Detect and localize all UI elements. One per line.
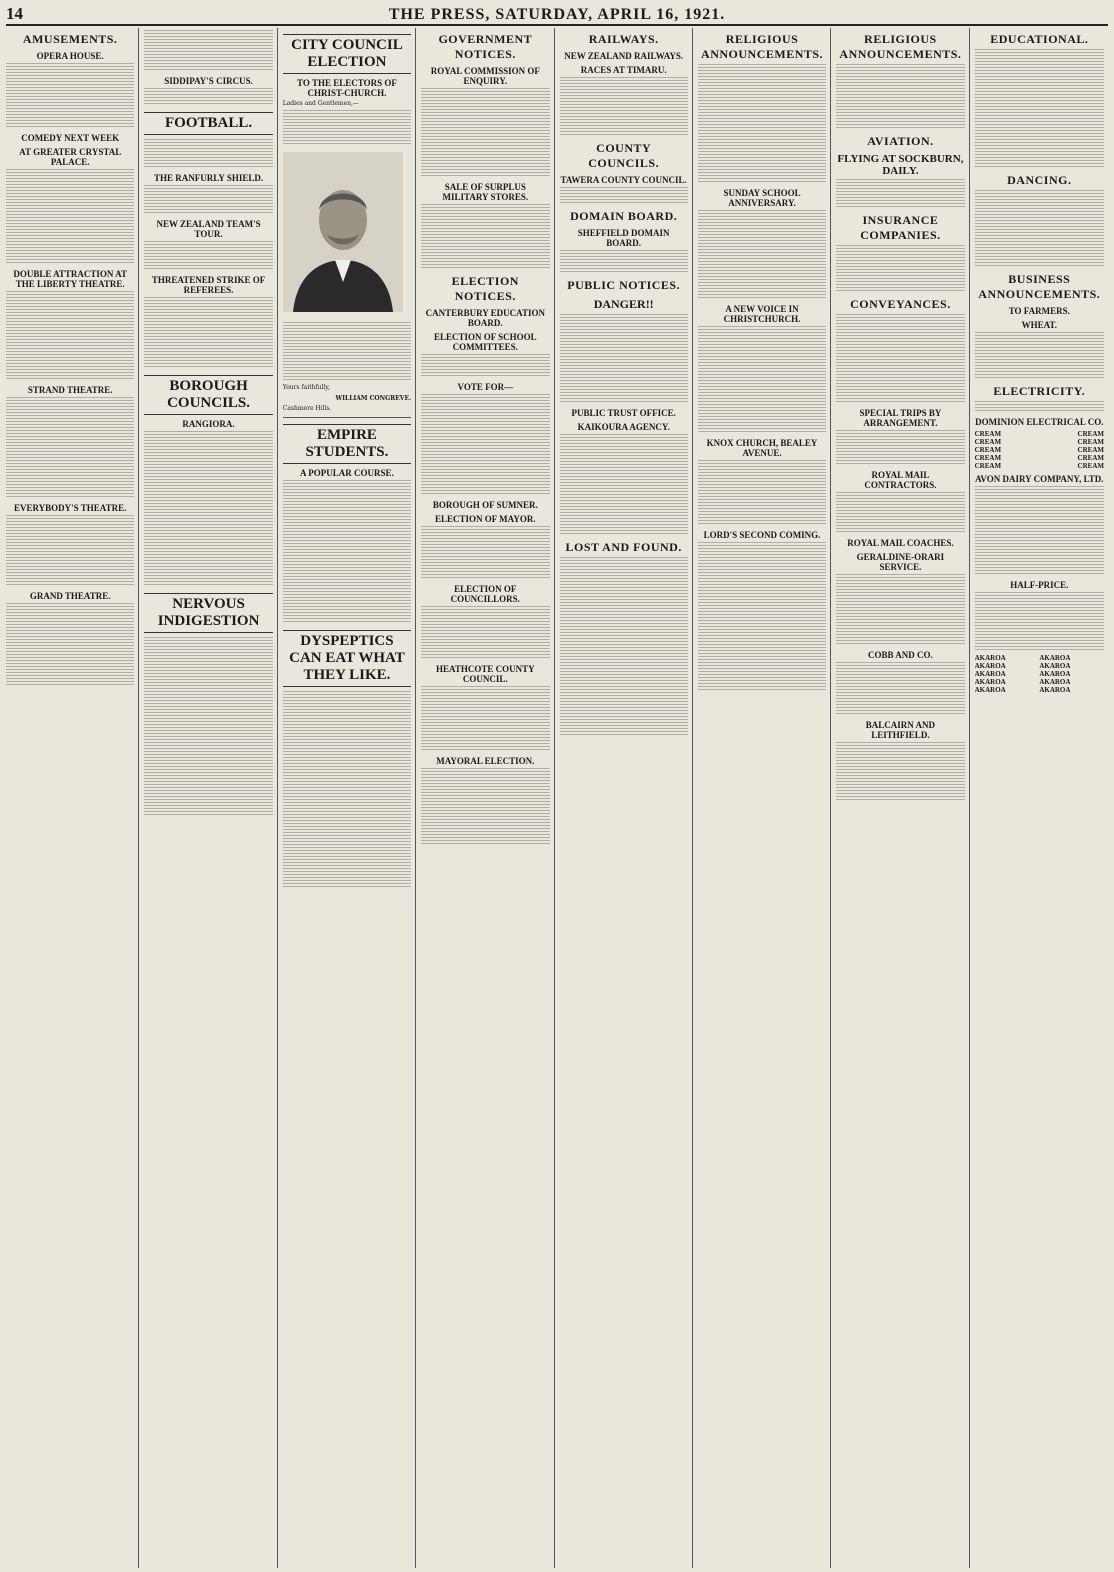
- section-heading: EDUCATIONAL.: [990, 32, 1089, 46]
- subheading: MAYORAL ELECTION.: [436, 756, 535, 766]
- section-heading: FOOTBALL.: [144, 112, 272, 135]
- body-text-block: [836, 314, 964, 404]
- section-heading: GOVERNMENT NOTICES.: [438, 32, 533, 61]
- body-text-block: [836, 179, 964, 209]
- subheading: COBB AND CO.: [868, 650, 933, 660]
- body-text-block: [698, 542, 826, 692]
- column-7: [836, 28, 969, 1568]
- signatory-address: Cashmere Hills.: [282, 405, 332, 413]
- subheading: ROYAL COMMISSION OF ENQUIRY.: [430, 66, 540, 86]
- akaroa-block: AKAROA AKAROA AKAROA AKAROA AKAROA AKAROA AKAROA AKAROA AKAROA AKAROA: [974, 654, 1071, 694]
- subheading: A POPULAR COURSE.: [300, 467, 394, 478]
- subheading: THREATENED STRIKE OF REFEREES.: [151, 275, 266, 295]
- section-heading: NERVOUS INDIGESTION: [144, 593, 272, 633]
- body-text-block: [421, 204, 549, 270]
- subheading: ELECTION OF COUNCILLORS.: [450, 584, 520, 604]
- body-text-block: [6, 603, 134, 687]
- body-text-block: [836, 492, 964, 534]
- body-text-block: [6, 291, 134, 381]
- subheading: BALCAIRN AND LEITHFIELD.: [865, 720, 936, 740]
- body-text-block: [283, 691, 411, 889]
- body-text-block: [975, 401, 1104, 413]
- section-heading: DYSPEPTICS CAN EAT WHAT THEY LIKE.: [283, 630, 411, 687]
- section-heading: LOST AND FOUND.: [565, 540, 682, 554]
- subheading: DANGER!!: [593, 297, 654, 311]
- signatory-name: WILLIAM CONGREVE.: [335, 394, 412, 402]
- subheading: AT GREATER CRYSTAL PALACE.: [19, 147, 122, 167]
- subheading: TO THE ELECTORS OF CHRIST-CHURCH.: [297, 78, 397, 98]
- subheading: DOUBLE ATTRACTION AT THE LIBERTY THEATRE.: [13, 269, 128, 289]
- body-text-block: [836, 574, 964, 646]
- subheading: WHEAT.: [1021, 320, 1058, 330]
- cream-block: CREAM CREAM CREAM CREAM CREAM CREAM CREAM CREAM CREAM CREAM: [974, 430, 1104, 470]
- body-text-block: [283, 322, 411, 382]
- body-text-block: [975, 592, 1104, 652]
- body-text-block: [975, 49, 1104, 169]
- section-heading: INSURANCE COMPANIES.: [860, 213, 941, 242]
- subheading: STRAND THEATRE.: [27, 385, 113, 395]
- subheading: PUBLIC TRUST OFFICE.: [571, 408, 676, 418]
- column-3: [283, 28, 416, 1568]
- body-text-block: [421, 526, 549, 580]
- subheading: FLYING AT SOCKBURN, DAILY.: [837, 153, 964, 177]
- body-text-block: [283, 480, 411, 624]
- subheading: OPERA HOUSE.: [36, 51, 104, 61]
- section-heading: BUSINESS ANNOUNCEMENTS.: [978, 272, 1101, 301]
- section-heading: ELECTRICITY.: [993, 384, 1086, 398]
- column-1: [6, 28, 139, 1568]
- column-8: [975, 28, 1108, 1568]
- subheading: SALE OF SURPLUS MILITARY STORES.: [442, 182, 529, 202]
- subheading: BOROUGH OF SUMNER.: [432, 500, 538, 510]
- section-heading: BOROUGH COUNCILS.: [144, 375, 272, 415]
- subheading: THE RANFURLY SHIELD.: [154, 173, 264, 183]
- greeting: Ladies and Gentlemen,—: [282, 100, 359, 107]
- column-5: [560, 28, 693, 1568]
- subheading: A NEW VOICE IN CHRISTCHURCH.: [723, 304, 801, 324]
- section-heading: ELECTION NOTICES.: [451, 274, 519, 303]
- subheading: SUNDAY SCHOOL ANNIVERSARY.: [723, 188, 801, 208]
- subheading: CANTERBURY EDUCATION BOARD.: [425, 308, 546, 328]
- section-heading: AMUSEMENTS.: [22, 32, 118, 46]
- subheading: RACES AT TIMARU.: [580, 65, 667, 75]
- subheading: SHEFFIELD DOMAIN BOARD.: [577, 228, 670, 248]
- body-text-block: [144, 297, 272, 369]
- body-text-block: [560, 314, 688, 404]
- subheading: VOTE FOR—: [457, 382, 514, 392]
- body-text-block: [421, 686, 549, 752]
- subheading: GERALDINE-ORARI SERVICE.: [856, 552, 945, 572]
- body-text-block: [6, 515, 134, 587]
- column-2: [144, 28, 277, 1568]
- body-text-block: [836, 662, 964, 716]
- body-text-block: [421, 606, 549, 660]
- subheading: GRAND THEATRE.: [29, 591, 111, 601]
- subheading: ROYAL MAIL COACHES.: [847, 538, 954, 548]
- subheading: ELECTION OF MAYOR.: [435, 514, 536, 524]
- section-heading: DANCING.: [1007, 173, 1072, 187]
- body-text-block: [560, 557, 688, 737]
- section-heading: RELIGIOUS ANNOUNCEMENTS.: [839, 32, 962, 61]
- column-4: [421, 28, 554, 1568]
- section-heading: RELIGIOUS ANNOUNCEMENTS.: [701, 32, 824, 61]
- subheading: KNOX CHURCH, BEALEY AVENUE.: [706, 438, 818, 458]
- body-text-block: [836, 430, 964, 466]
- body-text-block: [560, 434, 688, 536]
- body-text-block: [144, 241, 272, 271]
- section-heading: AVIATION.: [867, 134, 934, 148]
- body-text-block: [560, 77, 688, 137]
- body-text-block: [836, 245, 964, 293]
- body-text-block: [421, 354, 549, 378]
- subheading: LORD'S SECOND COMING.: [703, 530, 821, 540]
- body-text-block: [421, 88, 549, 178]
- body-text-block: [975, 190, 1104, 268]
- subheading: SIDDIPAY'S CIRCUS.: [164, 76, 253, 86]
- body-text-block: [6, 169, 134, 265]
- subheading: ELECTION OF SCHOOL COMMITTEES.: [433, 332, 537, 352]
- subheading: SPECIAL TRIPS BY ARRANGEMENT.: [859, 408, 942, 428]
- body-text-block: [560, 187, 688, 205]
- subheading: NEW ZEALAND TEAM'S TOUR.: [156, 219, 261, 239]
- body-text-block: [144, 431, 272, 587]
- body-text-block: [6, 63, 134, 129]
- section-heading: RAILWAYS.: [588, 32, 659, 46]
- page-number: 14: [6, 4, 23, 23]
- section-heading: PUBLIC NOTICES.: [567, 278, 681, 292]
- subheading: HALF-PRICE.: [1010, 580, 1069, 590]
- body-text-block: [560, 250, 688, 274]
- section-heading: EMPIRE STUDENTS.: [283, 424, 411, 464]
- subheading: ROYAL MAIL CONTRACTORS.: [864, 470, 937, 490]
- body-text-block: [144, 139, 272, 169]
- columns: [6, 28, 1108, 1568]
- body-text-block: [698, 326, 826, 434]
- body-text-block: [144, 637, 272, 817]
- body-text-block: [698, 460, 826, 526]
- masthead: [6, 2, 1108, 26]
- subheading: AVON DAIRY COMPANY, LTD.: [975, 474, 1104, 484]
- subheading: RANGIORA.: [182, 419, 235, 429]
- body-text-block: [6, 397, 134, 499]
- body-text-block: [698, 210, 826, 300]
- body-text-block: [836, 742, 964, 802]
- body-text-block: [144, 185, 272, 215]
- subheading: TAWERA COUNTY COUNCIL.: [560, 175, 687, 185]
- masthead-title: THE PRESS, SATURDAY, APRIL 16, 1921.: [388, 6, 726, 23]
- section-heading: COUNTY COUNCILS.: [588, 141, 660, 170]
- body-text-block: [144, 88, 272, 106]
- body-text-block: [421, 768, 549, 846]
- column-6: [698, 28, 831, 1568]
- subheading: TO FARMERS.: [1008, 306, 1070, 316]
- section-heading: DOMAIN BOARD.: [570, 209, 678, 223]
- body-text-block: [421, 394, 549, 496]
- body-text-block: [144, 30, 272, 72]
- body-text-block: [283, 110, 411, 146]
- body-text-block: [975, 332, 1104, 380]
- subheading: KAIKOURA AGENCY.: [577, 422, 670, 432]
- body-text-block: [975, 486, 1104, 576]
- signature: Yours faithfully,: [282, 384, 330, 392]
- section-heading: CONVEYANCES.: [850, 297, 951, 311]
- body-text-block: [698, 64, 826, 184]
- subheading: HEATHCOTE COUNTY COUNCIL.: [436, 664, 535, 684]
- subheading: COMEDY NEXT WEEK: [21, 133, 120, 143]
- subheading: EVERYBODY'S THEATRE.: [13, 503, 127, 513]
- section-heading: CITY COUNCIL ELECTION: [283, 34, 411, 74]
- subheading: NEW ZEALAND RAILWAYS.: [564, 51, 684, 61]
- candidate-portrait: [283, 152, 403, 312]
- body-text-block: [836, 64, 964, 130]
- subheading: DOMINION ELECTRICAL CO.: [975, 417, 1104, 427]
